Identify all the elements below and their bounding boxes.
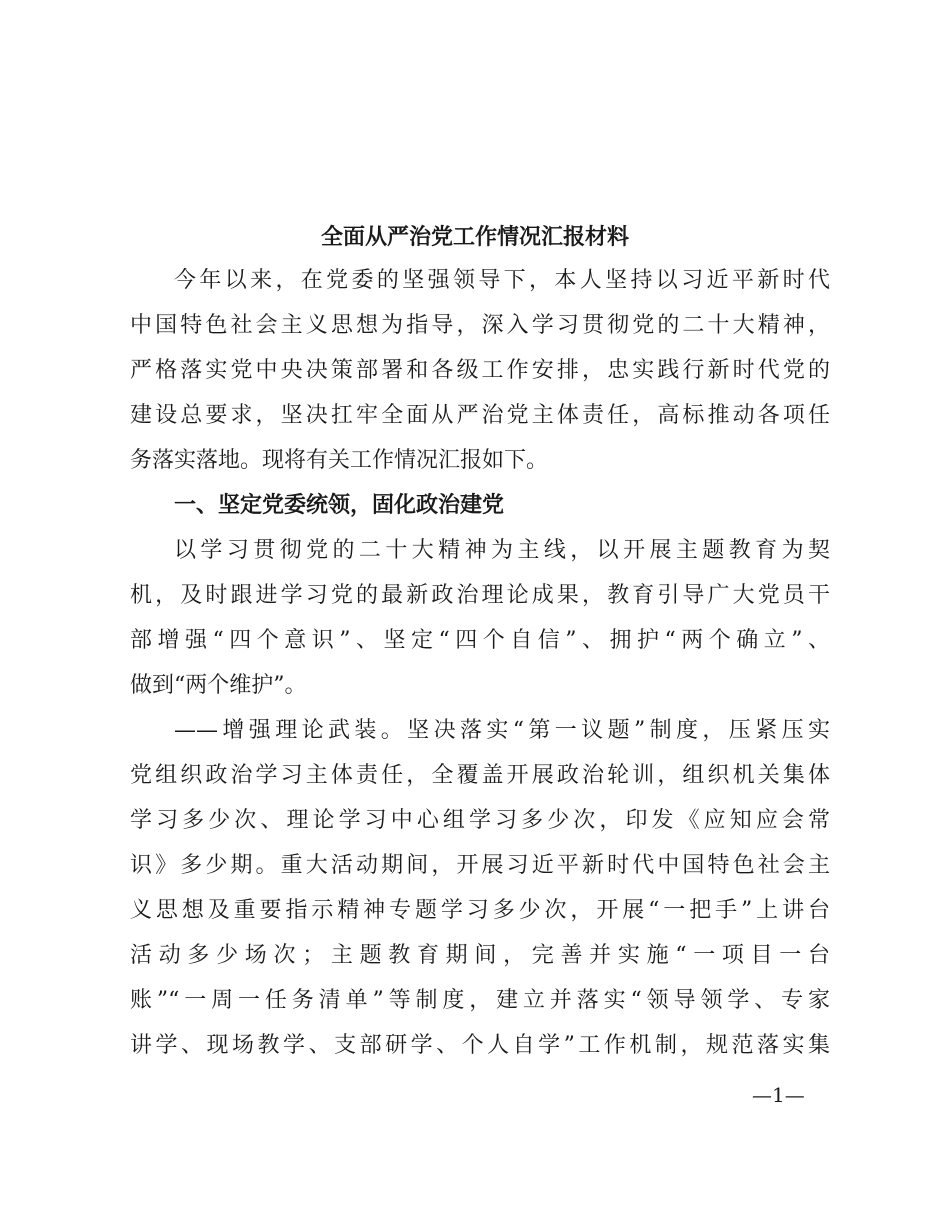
page-number: —1—: [752, 1083, 805, 1107]
text-line: 今年以来，在党委的坚强领导下，本人坚持以习近平新时代: [174, 268, 830, 293]
text-line: 活动多少场次；主题教育期间，完善并实施“一项目一台: [130, 943, 830, 968]
text-line: 中国特色社会主义思想为指导，深入学习贯彻党的二十大精神，: [130, 313, 830, 338]
paragraph-section-intro: [130, 528, 830, 708]
text-line: 党组织政治学习主体责任，全覆盖开展政治轮训，组织机关集体: [130, 763, 830, 788]
text-line: 部增强“四个意识”、坚定“四个自信”、拥护“两个确立”、: [130, 628, 830, 653]
text-line: 识》多少期。重大活动期间，开展习近平新时代中国特色社会主: [130, 853, 830, 878]
text-line: 学习多少次、理论学习中心组学习多少次，印发《应知应会常: [130, 808, 830, 833]
paragraph-intro: [130, 258, 830, 483]
text-line: 以学习贯彻党的二十大精神为主线，以开展主题教育为契: [174, 538, 830, 563]
text-line: 讲学、现场教学、支部研学、个人自学”工作机制，规范落实集: [130, 1033, 830, 1058]
text-line: 账”“一周一任务清单”等制度，建立并落实“领导领学、专家: [130, 988, 830, 1013]
text-line: ——增强理论武装。坚决落实“第一议题”制度，压紧压实: [174, 718, 830, 743]
text-line: 做到“两个维护”。: [130, 673, 307, 698]
document-body: [130, 258, 830, 1068]
document-title: 全面从严治党工作情况汇报材料: [320, 224, 629, 250]
text-line: 义思想及重要指示精神专题学习多少次，开展“一把手”上讲台: [130, 898, 830, 923]
text-line: 严格落实党中央决策部署和各级工作安排，忠实践行新时代党的: [130, 358, 830, 383]
paragraph-theory: [130, 708, 830, 1068]
text-line: 建设总要求，坚决扛牢全面从严治党主体责任，高标推动各项任: [130, 403, 830, 428]
text-line: 务落实落地。现将有关工作情况汇报如下。: [130, 448, 549, 473]
text-line: 机，及时跟进学习党的最新政治理论成果，教育引导广大党员干: [130, 583, 830, 608]
section-heading: 一、坚定党委统领，固化政治建党: [174, 493, 505, 518]
